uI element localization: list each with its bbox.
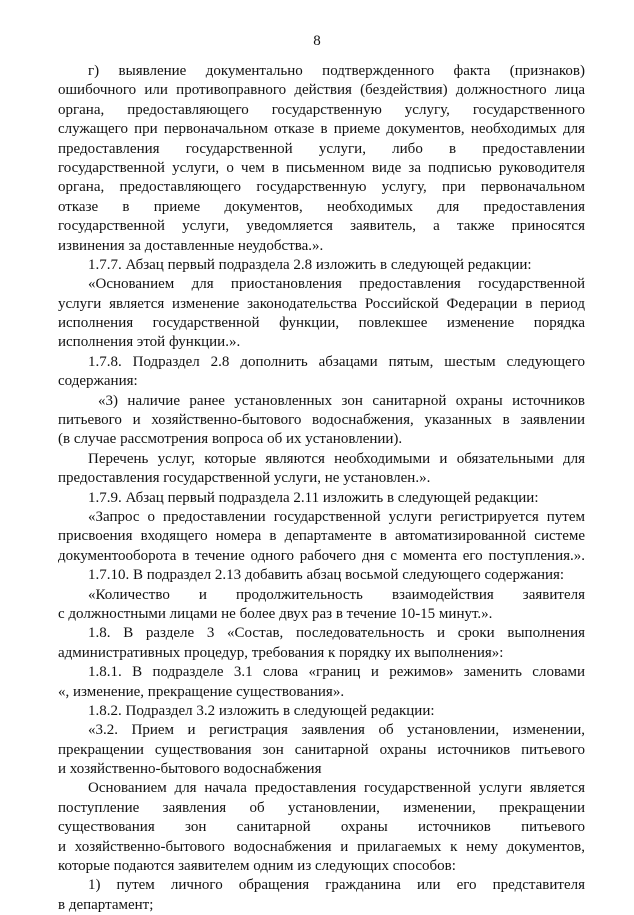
text-line: услуги является изменение законодательства Российской Федерации в период [58,295,585,312]
text-line: служащего при первоначальном отказе в приеме документов, необходимых для [58,121,585,138]
text-line: «3) наличие ранее установленных зон санитарной охраны источников [98,392,585,409]
text-line: государственной услуги, уведомляется заявитель, а также приносятся [58,218,585,235]
text-line: г) выявление документально подтвержденного факта (признаков) [88,63,585,79]
text-line: 1) путем личного обращения гражданина или его представителя [88,877,585,894]
text-line: существования зон санитарной охраны источников питьевого [58,819,585,836]
text-line: содержания: [58,373,138,390]
text-line: исполнения этой функции.». [58,334,241,351]
text-line: в департамент; [58,896,154,913]
text-line: «Основанием для приостановления предоставления государственной [88,276,585,293]
text-line: и хозяйственно-бытового водоснабжения и прилагаемых к нему документов, [58,838,585,855]
text-line: Перечень услуг, которые являются необходимыми и обязательными для [88,450,585,467]
text-line: и хозяйственно-бытового водоснабжения [58,761,322,778]
text-line: прекращении существования зон санитарной охраны источников питьевого [58,741,585,758]
text-line: 1.7.10. В подраздел 2.13 добавить абзац восьмой следующего содержания: [88,567,565,584]
text-line: 1.7.7. Абзац первый подраздела 2.8 изложить в следующей редакции: [88,256,532,273]
text-line: предоставления государственной услуги, либо в предоставлении [58,140,585,157]
text-line: «Количество и продолжительность взаимодействия заявителя [88,586,585,603]
text-line: «, изменение, прекращение существования». [58,683,345,700]
text-line: питьевого и хозяйственно-бытового водоснабжения, указанных в заявлении [58,412,585,429]
text-line: ошибочного или противоправного действия (бездействия) должностного лица [58,82,585,99]
text-line: присвоения входящего номера в департаменте в автоматизированной системе [58,528,585,545]
text-line: предоставления государственной услуги, не установлен.». [58,470,431,487]
text-line: отказе в приеме документов, необходимых для предоставления [58,198,585,215]
text-line: (в случае рассмотрения вопроса об их установлении). [58,431,403,448]
text-line: поступление заявления об установлении, изменении, прекращении [58,799,585,816]
text-line: государственной услуги, о чем в письменном виде за подписью руководителя [58,159,585,176]
text-line: Основанием для начала предоставления государственной услуги является [88,780,585,797]
text-line: органа, предоставляющего государственную услугу, государственного [58,101,585,118]
text-line: документооборота в течение одного рабочего дня с момента его поступления.». [58,547,585,564]
text-line: 1.7.8. Подраздел 2.8 дополнить абзацами пятым, шестым следующего [88,353,585,370]
text-line: 1.8.1. В подразделе 3.1 слова «границ и режимов» заменить словами [88,664,585,681]
document-body [58,62,585,915]
text-line: исполнения государственной функции, повлекшее изменение порядка [58,315,585,332]
text-line: 1.8. В разделе 3 «Состав, последовательность и сроки выполнения [88,625,585,642]
text-line: административных процедур, требования к порядку их выполнения»: [58,644,504,661]
text-line: извинения за доставленные неудобства.». [58,237,324,254]
text-line: «Запрос о предоставлении государственной услуги регистрируется путем [88,508,585,525]
text-line: 1.7.9. Абзац первый подраздела 2.11 изложить в следующей редакции: [88,489,539,506]
text-line: с должностными лицами не более двух раз в течение 10-15 минут.». [58,605,493,622]
text-line: 1.8.2. Подраздел 3.2 изложить в следующей редакции: [88,702,435,719]
text-line: «3.2. Прием и регистрация заявления об установлении, изменении, [88,722,585,739]
page-number: 8 [313,33,321,49]
text-line: которые подаются заявителем одним из следующих способов: [58,858,456,875]
text-line: органа, предоставляющего государственную услугу, при первоначальном [58,179,585,196]
